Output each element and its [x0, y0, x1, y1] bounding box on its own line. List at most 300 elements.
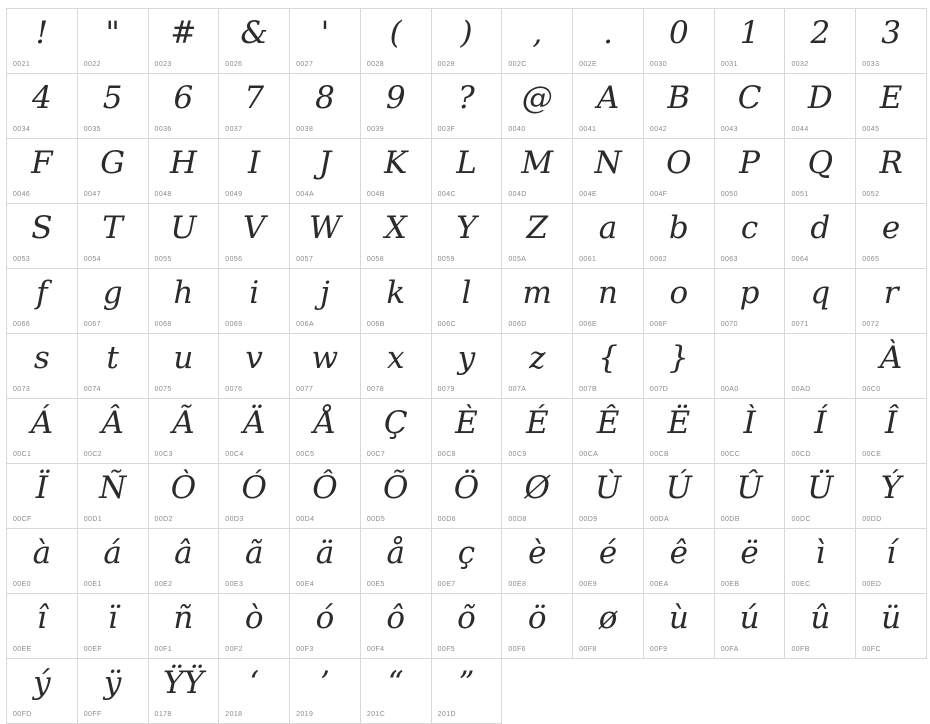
- glyph-cell[interactable]: [502, 594, 573, 659]
- glyph-character: å: [386, 535, 405, 571]
- glyph-codepoint: 0064: [791, 256, 809, 263]
- glyph-cell[interactable]: [7, 399, 78, 464]
- glyph-character: ”: [458, 665, 475, 701]
- glyph-codepoint: 00E0: [13, 581, 31, 588]
- glyph-character: Ü: [807, 470, 834, 506]
- glyph-cell[interactable]: [715, 334, 786, 399]
- glyph-character: ?: [458, 80, 475, 116]
- glyph-cell[interactable]: [219, 139, 290, 204]
- glyph-codepoint: 00C8: [437, 451, 456, 458]
- glyph-cell[interactable]: [432, 74, 503, 139]
- glyph-character: U: [170, 210, 197, 246]
- glyph-codepoint: 00C7: [366, 451, 386, 458]
- glyph-character: á: [103, 535, 122, 571]
- glyph-character: Ì: [743, 405, 756, 441]
- glyph-character: Å: [313, 405, 337, 441]
- glyph-cell[interactable]: [644, 204, 715, 269]
- glyph-cell[interactable]: [432, 464, 503, 529]
- glyph-codepoint: 0078: [366, 386, 385, 393]
- glyph-cell[interactable]: [219, 464, 290, 529]
- glyph-character: Û: [736, 470, 763, 506]
- glyph-cell[interactable]: [290, 139, 361, 204]
- glyph-codepoint: 006A: [296, 321, 315, 328]
- glyph-character: ù: [668, 600, 689, 636]
- glyph-cell[interactable]: [149, 204, 220, 269]
- glyph-cell[interactable]: [361, 9, 432, 74]
- glyph-codepoint: 00C4: [225, 451, 244, 458]
- glyph-cell[interactable]: [502, 269, 573, 334]
- glyph-cell[interactable]: [432, 204, 503, 269]
- glyph-cell[interactable]: [502, 529, 573, 594]
- glyph-character: k: [386, 275, 406, 311]
- glyph-cell[interactable]: [7, 334, 78, 399]
- glyph-cell[interactable]: [361, 139, 432, 204]
- glyph-cell[interactable]: [715, 529, 786, 594]
- glyph-character: ,: [532, 15, 543, 51]
- glyph-codepoint: 0061: [579, 256, 597, 263]
- glyph-codepoint: 00ED: [862, 581, 882, 588]
- glyph-codepoint: 00DC: [791, 516, 811, 523]
- glyph-cell[interactable]: [149, 139, 220, 204]
- glyph-character: ï: [107, 600, 118, 636]
- glyph-cell[interactable]: [78, 464, 149, 529]
- glyph-codepoint: 201D: [437, 711, 456, 718]
- glyph-cell[interactable]: [573, 399, 644, 464]
- glyph-cell[interactable]: [78, 269, 149, 334]
- glyph-cell[interactable]: [502, 204, 573, 269]
- glyph-codepoint: 0052: [862, 191, 880, 198]
- glyph-codepoint: 00E7: [437, 581, 456, 588]
- glyph-codepoint: 006E: [579, 321, 598, 328]
- glyph-cell[interactable]: [785, 594, 856, 659]
- glyph-character: h: [173, 275, 194, 311]
- glyph-codepoint: 0066: [13, 321, 31, 328]
- glyph-codepoint: 00D9: [579, 516, 598, 523]
- glyph-codepoint: 0067: [83, 321, 101, 328]
- glyph-cell[interactable]: [149, 9, 220, 74]
- glyph-cell[interactable]: [715, 269, 786, 334]
- glyph-cell[interactable]: [856, 139, 927, 204]
- glyph-cell[interactable]: [7, 269, 78, 334]
- glyph-codepoint: 006F: [649, 321, 668, 328]
- glyph-codepoint: 0037: [225, 126, 243, 133]
- glyph-codepoint: 0178: [154, 711, 172, 718]
- glyph-cell[interactable]: [219, 204, 290, 269]
- glyph-cell[interactable]: [785, 529, 856, 594]
- glyph-cell[interactable]: [432, 659, 503, 724]
- glyph-codepoint: 0053: [13, 256, 31, 263]
- glyph-cell[interactable]: [856, 594, 927, 659]
- glyph-character: ê: [669, 535, 688, 571]
- glyph-cell[interactable]: [644, 529, 715, 594]
- glyph-cell[interactable]: [149, 269, 220, 334]
- glyph-cell[interactable]: [573, 204, 644, 269]
- glyph-cell[interactable]: [290, 74, 361, 139]
- glyph-cell[interactable]: [573, 269, 644, 334]
- glyph-codepoint: 00EA: [649, 581, 669, 588]
- glyph-character: À: [879, 340, 903, 376]
- glyph-cell[interactable]: [290, 399, 361, 464]
- glyph-codepoint: 007A: [508, 386, 527, 393]
- glyph-cell[interactable]: [149, 529, 220, 594]
- glyph-cell[interactable]: [573, 9, 644, 74]
- glyph-character: Ø: [524, 470, 550, 506]
- glyph-codepoint: 002C: [508, 61, 527, 68]
- glyph-cell[interactable]: [149, 74, 220, 139]
- glyph-character: {: [598, 340, 618, 376]
- glyph-cell[interactable]: [290, 659, 361, 724]
- glyph-character: Ï: [35, 470, 48, 506]
- glyph-codepoint: 005A: [508, 256, 527, 263]
- glyph-character: 7: [244, 80, 265, 116]
- glyph-character: V: [242, 210, 266, 246]
- glyph-character: N: [594, 145, 622, 181]
- glyph-cell[interactable]: [502, 464, 573, 529]
- glyph-cell[interactable]: [502, 139, 573, 204]
- glyph-codepoint: 0021: [13, 61, 31, 68]
- glyph-character: Á: [30, 405, 54, 441]
- glyph-cell[interactable]: [715, 74, 786, 139]
- glyph-cell[interactable]: [715, 464, 786, 529]
- glyph-character: Ò: [170, 470, 197, 506]
- glyph-cell[interactable]: [785, 334, 856, 399]
- glyph-codepoint: 00C9: [508, 451, 527, 458]
- glyph-codepoint: 00EB: [720, 581, 740, 588]
- glyph-character: î: [36, 600, 47, 636]
- glyph-codepoint: 0046: [13, 191, 31, 198]
- glyph-codepoint: 0050: [720, 191, 738, 198]
- glyph-cell[interactable]: [290, 529, 361, 594]
- glyph-character: o: [669, 275, 689, 311]
- glyph-character: M: [521, 145, 554, 181]
- glyph-character: ç: [457, 535, 476, 571]
- glyph-cell[interactable]: [644, 334, 715, 399]
- glyph-cell[interactable]: [78, 139, 149, 204]
- glyph-character: t: [106, 340, 119, 376]
- glyph-codepoint: 00F5: [437, 646, 456, 653]
- glyph-character: 3: [881, 15, 901, 51]
- glyph-cell[interactable]: [432, 399, 503, 464]
- glyph-cell[interactable]: [715, 399, 786, 464]
- glyph-character: s: [33, 340, 50, 376]
- glyph-cell[interactable]: [432, 334, 503, 399]
- glyph-character: z: [529, 340, 546, 376]
- glyph-codepoint: 00E3: [225, 581, 244, 588]
- glyph-cell[interactable]: [573, 464, 644, 529]
- glyph-codepoint: 00FC: [862, 646, 881, 653]
- glyph-character: d: [810, 210, 831, 246]
- glyph-cell[interactable]: [219, 9, 290, 74]
- glyph-codepoint: 0055: [154, 256, 172, 263]
- glyph-character: O: [666, 145, 692, 181]
- glyph-cell[interactable]: [361, 529, 432, 594]
- glyph-character: &: [240, 15, 268, 51]
- glyph-cell[interactable]: [856, 529, 927, 594]
- glyph-character: é: [598, 535, 618, 571]
- glyph-character: ò: [244, 600, 264, 636]
- glyph-cell[interactable]: [7, 139, 78, 204]
- glyph-cell[interactable]: [219, 529, 290, 594]
- glyph-cell[interactable]: [290, 594, 361, 659]
- glyph-cell[interactable]: [361, 74, 432, 139]
- glyph-codepoint: 004D: [508, 191, 527, 198]
- glyph-codepoint: 0065: [862, 256, 880, 263]
- glyph-cell[interactable]: [7, 74, 78, 139]
- glyph-codepoint: 0069: [225, 321, 243, 328]
- glyph-codepoint: 0041: [579, 126, 597, 133]
- glyph-cell[interactable]: [7, 594, 78, 659]
- glyph-cell[interactable]: [78, 9, 149, 74]
- glyph-character: Ó: [241, 470, 267, 506]
- glyph-codepoint: 002E: [579, 61, 598, 68]
- glyph-character: .: [603, 15, 613, 51]
- glyph-cell[interactable]: [573, 594, 644, 659]
- glyph-character: [715, 334, 785, 382]
- glyph-character: ä: [315, 535, 335, 571]
- glyph-character: 0: [668, 15, 689, 51]
- glyph-cell[interactable]: [219, 594, 290, 659]
- glyph-character: #: [170, 15, 197, 51]
- glyph-cell[interactable]: [502, 74, 573, 139]
- glyph-codepoint: 0059: [437, 256, 455, 263]
- glyph-character: à: [32, 535, 52, 571]
- glyph-cell[interactable]: [149, 594, 220, 659]
- glyph-cell[interactable]: [644, 594, 715, 659]
- glyph-cell[interactable]: [78, 74, 149, 139]
- glyph-cell[interactable]: [785, 464, 856, 529]
- glyph-character: u: [173, 340, 194, 376]
- glyph-cell[interactable]: [573, 74, 644, 139]
- glyph-cell[interactable]: [502, 9, 573, 74]
- glyph-codepoint: 2019: [296, 711, 314, 718]
- glyph-codepoint: 0077: [296, 386, 314, 393]
- glyph-character: (: [389, 15, 402, 51]
- glyph-character: “: [387, 665, 404, 701]
- glyph-character: ø: [598, 600, 618, 636]
- glyph-codepoint: 00FD: [13, 711, 32, 718]
- glyph-codepoint: 0048: [154, 191, 172, 198]
- glyph-character: x: [386, 340, 405, 376]
- glyph-codepoint: 006B: [366, 321, 385, 328]
- glyph-character: c: [740, 210, 759, 246]
- glyph-codepoint: 0063: [720, 256, 738, 263]
- glyph-cell[interactable]: [644, 464, 715, 529]
- glyph-character: Ç: [383, 405, 408, 441]
- glyph-codepoint: 00A0: [720, 386, 739, 393]
- glyph-codepoint: 00F2: [225, 646, 243, 653]
- glyph-cell[interactable]: [785, 399, 856, 464]
- glyph-character: S: [31, 210, 53, 246]
- glyph-cell[interactable]: [290, 334, 361, 399]
- glyph-character: Ñ: [99, 470, 127, 506]
- glyph-cell[interactable]: [7, 529, 78, 594]
- glyph-codepoint: 00F8: [579, 646, 597, 653]
- glyph-cell[interactable]: [573, 139, 644, 204]
- glyph-codepoint: 0040: [508, 126, 526, 133]
- glyph-character: b: [668, 210, 689, 246]
- glyph-character: Ý: [880, 470, 902, 506]
- glyph-cell[interactable]: [502, 399, 573, 464]
- glyph-codepoint: 0028: [366, 61, 385, 68]
- glyph-cell[interactable]: [785, 269, 856, 334]
- glyph-cell[interactable]: [361, 464, 432, 529]
- glyph-character: 6: [173, 80, 194, 116]
- glyph-cell[interactable]: [7, 464, 78, 529]
- glyph-cell[interactable]: [432, 9, 503, 74]
- glyph-cell[interactable]: [856, 334, 927, 399]
- glyph-codepoint: 00D5: [366, 516, 386, 523]
- glyph-cell[interactable]: [785, 139, 856, 204]
- glyph-character: 4: [32, 80, 52, 116]
- glyph-character: f: [36, 275, 48, 311]
- glyph-codepoint: 00D8: [508, 516, 527, 523]
- glyph-cell[interactable]: [219, 399, 290, 464]
- glyph-cell[interactable]: [644, 269, 715, 334]
- glyph-character: y: [457, 340, 476, 376]
- glyph-character: A: [596, 80, 620, 116]
- glyph-cell[interactable]: [7, 659, 78, 724]
- glyph-codepoint: 2018: [225, 711, 243, 718]
- glyph-cell[interactable]: [573, 529, 644, 594]
- glyph-cell[interactable]: [149, 464, 220, 529]
- glyph-character: Ô: [312, 470, 338, 506]
- glyph-cell[interactable]: [78, 334, 149, 399]
- glyph-cell[interactable]: [644, 139, 715, 204]
- glyph-grid: [6, 8, 927, 724]
- glyph-cell[interactable]: [502, 334, 573, 399]
- glyph-codepoint: 00DD: [862, 516, 882, 523]
- glyph-character: Ê: [596, 405, 620, 441]
- glyph-codepoint: 00D3: [225, 516, 244, 523]
- glyph-codepoint: 0075: [154, 386, 172, 393]
- glyph-cell[interactable]: [361, 659, 432, 724]
- glyph-cell[interactable]: [715, 9, 786, 74]
- glyph-codepoint: 00E9: [579, 581, 598, 588]
- glyph-cell[interactable]: [856, 204, 927, 269]
- glyph-codepoint: 0051: [791, 191, 809, 198]
- glyph-cell[interactable]: [644, 9, 715, 74]
- glyph-character: È: [455, 405, 478, 441]
- glyph-codepoint: 006C: [437, 321, 456, 328]
- glyph-character: G: [100, 145, 126, 181]
- glyph-cell[interactable]: [785, 74, 856, 139]
- glyph-cell[interactable]: [78, 399, 149, 464]
- glyph-cell[interactable]: [785, 9, 856, 74]
- glyph-codepoint: 0072: [862, 321, 880, 328]
- glyph-character: q: [810, 275, 831, 311]
- glyph-character: Z: [526, 210, 549, 246]
- glyph-character: ÿ: [103, 665, 122, 701]
- glyph-cell[interactable]: [432, 139, 503, 204]
- glyph-cell[interactable]: [856, 9, 927, 74]
- glyph-codepoint: 00C2: [83, 451, 103, 458]
- glyph-cell[interactable]: [290, 204, 361, 269]
- glyph-character: j: [320, 275, 330, 311]
- glyph-cell[interactable]: [219, 269, 290, 334]
- glyph-character: ': [320, 15, 330, 51]
- glyph-cell[interactable]: [361, 594, 432, 659]
- glyph-cell[interactable]: [149, 399, 220, 464]
- glyph-codepoint: 00D6: [437, 516, 456, 523]
- glyph-character: ô: [386, 600, 406, 636]
- glyph-codepoint: 201C: [366, 711, 386, 718]
- glyph-cell[interactable]: [78, 204, 149, 269]
- glyph-cell[interactable]: [785, 204, 856, 269]
- glyph-cell[interactable]: [573, 334, 644, 399]
- glyph-map-page: [0, 8, 930, 718]
- glyph-codepoint: 00D2: [154, 516, 173, 523]
- glyph-cell[interactable]: [290, 464, 361, 529]
- glyph-codepoint: 0026: [225, 61, 243, 68]
- glyph-cell[interactable]: [7, 204, 78, 269]
- glyph-codepoint: 00FF: [83, 711, 102, 718]
- glyph-codepoint: 0031: [720, 61, 738, 68]
- glyph-cell[interactable]: [78, 659, 149, 724]
- glyph-character: !: [35, 15, 49, 51]
- glyph-cell[interactable]: [432, 269, 503, 334]
- glyph-cell[interactable]: [78, 594, 149, 659]
- glyph-codepoint: 0058: [366, 256, 385, 263]
- glyph-character: Í: [814, 405, 827, 441]
- glyph-codepoint: 00CA: [579, 451, 599, 458]
- glyph-cell[interactable]: [715, 594, 786, 659]
- glyph-character: R: [879, 145, 903, 181]
- glyph-cell[interactable]: [432, 529, 503, 594]
- glyph-cell[interactable]: [361, 334, 432, 399]
- glyph-cell[interactable]: [432, 594, 503, 659]
- glyph-cell[interactable]: [219, 334, 290, 399]
- glyph-cell[interactable]: [219, 74, 290, 139]
- glyph-cell[interactable]: [856, 464, 927, 529]
- glyph-codepoint: 0043: [720, 126, 738, 133]
- glyph-codepoint: 003F: [437, 126, 456, 133]
- glyph-character: X: [384, 210, 407, 246]
- glyph-codepoint: 0027: [296, 61, 314, 68]
- glyph-cell[interactable]: [856, 399, 927, 464]
- glyph-character: W: [309, 210, 341, 246]
- glyph-character: ë: [740, 535, 759, 571]
- glyph-character: í: [886, 535, 897, 571]
- glyph-cell[interactable]: [361, 269, 432, 334]
- glyph-cell[interactable]: [715, 139, 786, 204]
- glyph-character: H: [169, 145, 197, 181]
- glyph-cell[interactable]: [290, 269, 361, 334]
- glyph-character: @: [521, 80, 553, 116]
- glyph-cell[interactable]: [7, 9, 78, 74]
- glyph-codepoint: 00E8: [508, 581, 527, 588]
- glyph-cell[interactable]: [644, 74, 715, 139]
- glyph-character: n: [598, 275, 619, 311]
- glyph-character: Ö: [453, 470, 480, 506]
- glyph-cell[interactable]: [361, 204, 432, 269]
- glyph-cell[interactable]: [361, 399, 432, 464]
- glyph-cell[interactable]: [644, 399, 715, 464]
- glyph-cell[interactable]: [856, 74, 927, 139]
- glyph-codepoint: 00CF: [13, 516, 32, 523]
- glyph-cell[interactable]: [856, 269, 927, 334]
- glyph-codepoint: 00CE: [862, 451, 882, 458]
- glyph-character: É: [525, 405, 549, 441]
- glyph-character: ‘: [249, 665, 260, 701]
- glyph-cell[interactable]: [78, 529, 149, 594]
- glyph-cell[interactable]: [149, 334, 220, 399]
- glyph-character: K: [384, 145, 408, 181]
- glyph-cell[interactable]: [219, 659, 290, 724]
- glyph-codepoint: 007B: [579, 386, 598, 393]
- glyph-cell[interactable]: [290, 9, 361, 74]
- glyph-cell[interactable]: [715, 204, 786, 269]
- glyph-cell[interactable]: [149, 659, 220, 724]
